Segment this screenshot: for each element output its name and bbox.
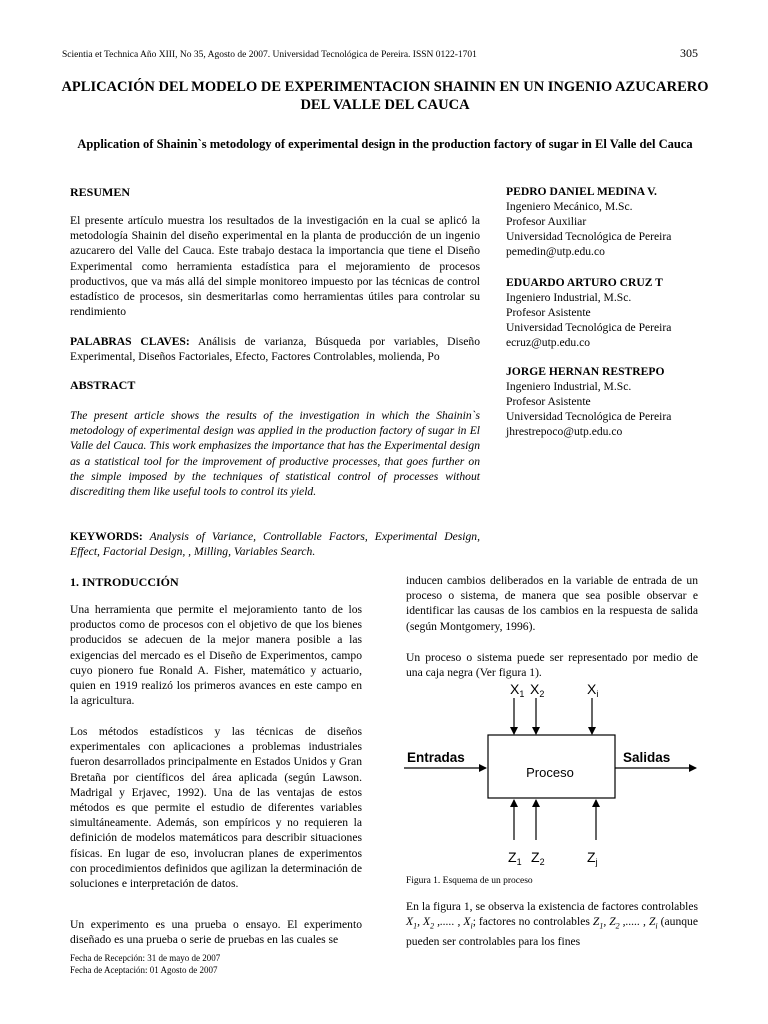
author-1 [506,184,746,259]
palabras-text: Análisis de varianza, Búsqueda por variables, Diseño Experimental, Diseños Factoriales, Efecto, Factores Controlables, molienda, Po [70,335,480,364]
z2-label: $Z_2$ [531,849,545,867]
author-line: Ingeniero Industrial, M.Sc. [506,380,632,393]
intro-right-paragraph-2: Un proceso o sistema puede ser representado por medio de una caja negra (Ver figura 1). [406,651,698,680]
xi-label: $X_i$ [587,681,599,699]
author-line: Profesor Asistente [506,306,591,319]
author-line: Universidad Tecnológica de Pereira [506,230,672,243]
p3-part-c: (aunque pueden ser controlables para los fines [406,915,698,948]
journal-header: Scientia et Technica Año XIII, No 35, Agosto de 2007. Universidad Tecnológica de Pereira. ISSN 0122-1701 [62,50,477,60]
p3-part-a: En la figura 1, se observa la existencia de factores controlables [406,900,698,913]
x2-label: $X_2$ [530,681,545,699]
author-line: Ingeniero Industrial, M.Sc. [506,291,632,304]
palabras-label: PALABRAS CLAVES: [70,335,190,348]
abstract-heading: ABSTRACT [70,378,136,392]
x1-label: $X_1$ [510,681,525,699]
zj-label: $Z_j$ [587,849,598,867]
author-email: jhrestrepoco@utp.edu.co [506,425,623,438]
process-diagram [400,676,700,870]
author-name: EDUARDO ARTURO CRUZ T [506,276,663,289]
intro-paragraph-2: Los métodos estadísticos y las técnicas de diseños experimentales con aplicaciones a problemas industriales fueron desarrollados principalmente en Estados Unidos y Gran Bretaña por científicos del área aplicada (según Lawson. Madrigal y Erjavec, 1992). Una de las ventajas de estos métodos es que permite el estudio de diferentes variables simultáneamente. Además, son empíricos y no requieren la definición de modelos matemáticos para describir situaciones físicas. En lugar de eso, involucran planes de experimentos con procedimientos definidos que agilizan la determinación de soluciones e interpretación de datos. [70,725,362,891]
author-line: Profesor Asistente [506,395,591,408]
process-label: Proceso [526,765,574,780]
resumen-text: El presente artículo muestra los resultados de la investigación en la cual se aplicó la metodología Shainin del diseño experimental en la planta de producción de un ingenio azucarero del Valle del Cauca. Este trabajo destaca la importancia que tiene el Diseño Experimental como herramienta estadística para el mejoramiento de procesos productivos, que va más allá del simple monitoreo impuesto por las técnicas de control estadístico de procesos, sin desmeritarlas como herramientas útiles para controlar su rendimiento [70,214,480,319]
intro-paragraph-1: Una herramienta que permite el mejoramiento tanto de los productos como de procesos con el objetivo de que los bienes producidos se adecuen de la mejor manera posible a las exigencias del mercado es el Diseño de Experimentos, campo cuyo pionero fue Ronald A. Fisher, matemático y actuario, quien en 1919 realizó los primeros avances en este campo en la agricultura. [70,603,362,708]
author-email: pemedin@utp.edu.co [506,245,605,258]
title-english: Application of Shainin`s metodology of experimental design in the production factory of sugar in El Valle del Cauca [77,137,693,151]
keywords-text: Analysis of Variance, Controllable Factors, Experimental Design, Effect, Factorial Design, , Milling, Variables Search. [70,530,480,559]
abstract-text: The present article shows the results of the investigation in which the Shainin`s metodology of experimental design was applied in the production factory of sugar in El Valle del Cauca. This work emphasizes the importance that has the Experimental design as a statistical tool for the improvement of productive processes, that goes further on the simple imposed by the techniques of statistical control of processes without discrediting them like useful tools to control its yield. [70,409,480,499]
intro-right-paragraph-3: En la figura 1, se observa la existencia de factores controlables $X_1$, $X_2$ ,..... , $X_i$; factores no controlables $Z_1$, $Z_2$ ,..... , $Z_i$ (aunque pueden ser controlables para los fines [406,900,698,948]
author-2 [506,275,746,350]
p3-part-b: ; factores no controlables [472,915,593,929]
figure-caption: Figura 1. Esquema de un proceso [406,876,533,886]
page-number: 305 [680,46,698,60]
author-email: ecruz@utp.edu.co [506,336,591,349]
author-line: Profesor Auxiliar [506,215,587,228]
author-line: Ingeniero Mecánico, M.Sc. [506,200,633,213]
author-line: Universidad Tecnológica de Pereira [506,321,672,334]
author-name: JORGE HERNAN RESTREPO [506,365,665,378]
keywords [70,529,480,559]
intro-paragraph-3: Un experimento es una prueba o ensayo. El experimento diseñado es una prueba o serie de pruebas en las cuales se [70,918,362,947]
z1-label: $Z_1$ [508,849,522,867]
keywords-label: KEYWORDS: [70,530,143,543]
title-spanish: APLICACIÓN DEL MODELO DE EXPERIMENTACION SHAININ EN UN INGENIO AZUCARERO DEL VALLE DEL CAUCA [61,79,709,113]
accepted-date: Fecha de Aceptación: 01 Agosto de 2007 [70,965,218,975]
outputs-label: Salidas [623,750,671,765]
intro-heading: 1. INTRODUCCIÓN [70,575,179,589]
author-name: PEDRO DANIEL MEDINA V. [506,185,657,198]
received-date: Fecha de Recepción: 31 de mayo de 2007 [70,953,221,963]
inputs-label: Entradas [407,750,465,765]
intro-right-paragraph-1: inducen cambios deliberados en la variable de entrada de un proceso o sistema, de manera que sea posible observar e identificar las causas de los cambios en la respuesta de salida (según Montgomery, 1996). [406,574,698,633]
author-line: Universidad Tecnológica de Pereira [506,410,672,423]
author-3 [506,364,746,439]
palabras-claves [70,334,480,364]
resumen-heading: RESUMEN [70,185,131,199]
